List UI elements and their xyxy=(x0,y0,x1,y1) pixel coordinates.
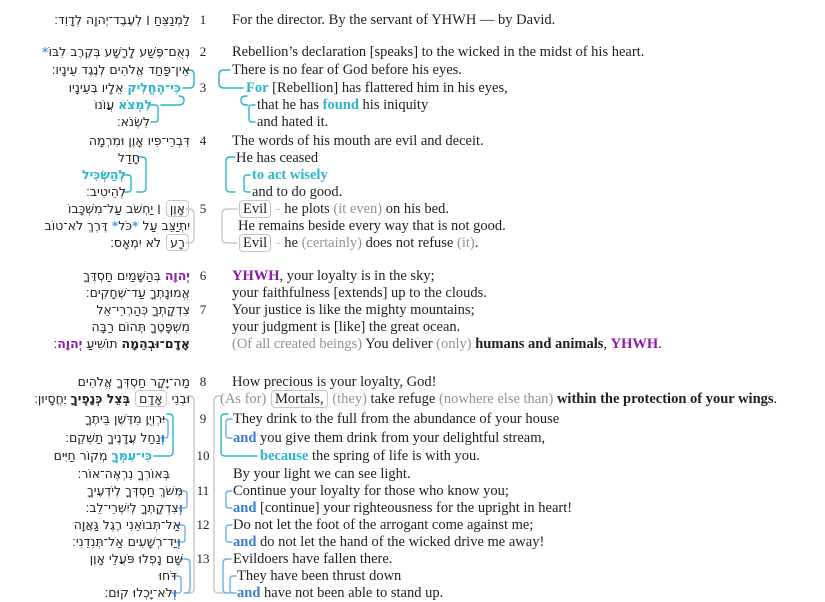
text-run: מִשְׁפָּטֶךָ תְּהוֹם רַבָּה xyxy=(91,319,190,334)
gloss-parenthetical: (it even) xyxy=(333,201,383,217)
text-run: The words of his mouth are evil and deceit. xyxy=(232,133,484,149)
english-line xyxy=(232,374,436,390)
highlight-cyan: לִמְצֹא xyxy=(118,97,152,112)
hebrew-line xyxy=(54,448,152,464)
text-run: he xyxy=(284,235,302,251)
english-line xyxy=(233,534,544,550)
english-line xyxy=(232,44,644,60)
text-run: . xyxy=(474,235,479,251)
text-run: Your justice is like the mighty mountains; xyxy=(232,302,475,318)
english-line xyxy=(233,466,411,482)
emphasis-bold: within the protection of your wings xyxy=(556,391,774,407)
hebrew-line xyxy=(92,319,190,335)
english-line xyxy=(238,201,449,217)
text-run: כֹּל xyxy=(118,218,132,233)
verse-number: 9 xyxy=(199,411,207,426)
bracket-line xyxy=(226,491,232,508)
text-critical-asterisk: * xyxy=(41,44,49,59)
verse-number: 1 xyxy=(199,12,207,27)
gloss-parenthetical: (they) xyxy=(332,391,367,407)
verse-number: 5 xyxy=(199,201,207,216)
hebrew-line xyxy=(117,114,150,130)
english-line xyxy=(233,551,392,567)
emphasis-bold: אָדָם־וּבְהֵמָה xyxy=(121,336,190,351)
text-run: , xyxy=(603,336,611,352)
english-line xyxy=(260,448,480,464)
hebrew-line xyxy=(44,218,190,234)
text-run: You deliver xyxy=(362,336,437,352)
text-run: Do not let the foot of the arrogant come against me; xyxy=(233,517,534,533)
divine-name: יְהוָה xyxy=(57,336,83,351)
text-run: Evildoers have fallen there. xyxy=(233,551,393,567)
text-run: How precious is your loyalty, God! xyxy=(232,374,437,390)
text-run: אֵלָיו בְּעֵינָיו xyxy=(68,80,128,95)
english-line xyxy=(232,62,462,78)
bracket-line xyxy=(151,105,158,122)
text-run xyxy=(130,391,134,406)
verse-number: 3 xyxy=(199,80,207,95)
bracket-line xyxy=(222,209,237,243)
gloss-parenthetical: (certainly) xyxy=(301,235,362,251)
conjunction-blue: וְ xyxy=(172,585,177,600)
hebrew-line xyxy=(34,391,190,407)
hebrew-line xyxy=(78,466,170,482)
text-run: have not been able to stand up. xyxy=(260,585,444,601)
conjunction-blue: and xyxy=(233,500,257,516)
hebrew-line xyxy=(86,184,126,200)
gloss-parenthetical: (As for) xyxy=(220,391,267,407)
verse-number: 2 xyxy=(199,44,207,59)
text-run: אַל־תְּבוֹאֵנִי רֶגֶל גַּאֲוָה xyxy=(73,517,181,532)
text-run: your judgment is [like] the great ocean. xyxy=(232,319,461,335)
text-run: לַמְנַצֵּחַ ׀ לְעֶבֶד־יְהוָה לְדָוִד׃ xyxy=(54,12,190,27)
text-run: אֵין־פַּחַד אֱלֹהִים לְנֶגֶד עֵינָיו׃ xyxy=(51,62,190,77)
text-run: תוֹשִׁיעַ xyxy=(82,336,122,351)
text-run: יַד־רְשָׁעִים אַל־תְּנִדֵנִי׃ xyxy=(72,534,177,549)
text-run: לֹא יִמְאָס׃ xyxy=(110,235,166,250)
text-run: עֲוֹנוֹ xyxy=(94,97,119,112)
boxed-word: Evil xyxy=(239,234,271,252)
text-run: He remains beside every way that is not good. xyxy=(238,218,506,234)
text-run: on his bed. xyxy=(382,201,449,217)
text-run: יֶחֱסָיוּן׃ xyxy=(34,391,71,406)
hebrew-line xyxy=(110,235,190,251)
text-run: that he has xyxy=(257,97,323,113)
text-run: do not let the hand of the wicked drive me away! xyxy=(256,534,545,550)
text-run: חָדַל xyxy=(117,150,140,165)
bracket-line xyxy=(244,175,250,192)
text-run: יִרְוְיֻן מִדֶּשֶׁן בֵּיתֶךָ xyxy=(85,411,165,426)
english-line xyxy=(232,268,435,284)
english-line xyxy=(257,114,328,130)
english-line xyxy=(237,568,401,584)
hebrew-line xyxy=(105,585,177,601)
box-connector-dash: - xyxy=(272,201,285,217)
text-run: נַחַל עֲדָנֶיךָ תַשְׁקֵם׃ xyxy=(65,430,161,445)
hebrew-line xyxy=(118,150,140,166)
hebrew-line xyxy=(96,302,190,318)
highlight-cyan: to act wisely xyxy=(252,167,328,183)
text-run: your faithfulness [extends] up to the clouds. xyxy=(232,285,487,301)
english-line xyxy=(220,391,777,407)
text-critical-asterisk: * xyxy=(132,218,139,233)
text-run: , your loyalty is in the sky; xyxy=(279,268,435,284)
english-line xyxy=(252,184,342,200)
emphasis-bold: humans and animals xyxy=(475,336,604,352)
conjunction-blue: וְ xyxy=(176,534,181,549)
text-run: צִדְקָתְךָ לְיִשְׁרֵי־לֵב׃ xyxy=(85,500,179,515)
verse-number: 11 xyxy=(196,483,210,498)
gloss-parenthetical: (nowhere else than) xyxy=(438,391,554,407)
text-run: דִּבְרֵי־פִיו אָוֶן וּמִרְמָה xyxy=(88,133,190,148)
hebrew-line xyxy=(69,80,181,96)
text-run: and hated it. xyxy=(257,114,329,130)
text-run: They have been thrust down xyxy=(237,568,402,584)
hebrew-line xyxy=(87,483,183,499)
text-run xyxy=(266,391,270,407)
conjunction-blue: and xyxy=(233,430,257,446)
text-run: וּבְנֵי xyxy=(167,391,190,406)
text-run: בְּאוֹרְךָ נִרְאֶה־אוֹר׃ xyxy=(77,466,170,481)
english-line xyxy=(232,336,662,352)
english-line xyxy=(232,285,487,301)
verse-number: 7 xyxy=(199,302,207,317)
highlight-cyan: because xyxy=(260,448,309,464)
english-line xyxy=(233,483,509,499)
english-line xyxy=(232,302,475,318)
hebrew-line xyxy=(85,411,165,427)
bracket-line xyxy=(214,396,224,593)
emphasis-bold: בְּצֵל כְּנָפֶיךָ xyxy=(70,391,131,406)
hebrew-line xyxy=(54,336,191,352)
bracket-line xyxy=(226,419,232,438)
hebrew-line xyxy=(65,430,165,446)
boxed-word: אָדָם xyxy=(135,390,166,407)
verse-number: 13 xyxy=(196,551,210,566)
text-run: מְשֹׁךְ חַסְדְּךָ לְיֹדְעֶיךָ xyxy=(86,483,183,498)
text-run: There is no fear of God before his eyes. xyxy=(232,62,462,78)
hebrew-line xyxy=(159,568,177,584)
bracket-line xyxy=(186,396,194,593)
conjunction-blue: וְ xyxy=(160,430,165,445)
hebrew-line xyxy=(42,44,190,60)
bracket-line xyxy=(161,96,184,105)
text-run: מְקוֹר חַיִּים xyxy=(53,448,112,463)
text-run: does not refuse xyxy=(361,235,457,251)
conjunction-blue: and xyxy=(237,585,261,601)
hebrew-line xyxy=(52,62,190,78)
english-line xyxy=(233,500,572,516)
english-line xyxy=(232,12,555,28)
boxed-word: רָע xyxy=(166,234,189,251)
conjunction-blue: וְ xyxy=(178,500,183,515)
english-line xyxy=(232,133,484,149)
bracket-line xyxy=(230,576,236,593)
hebrew-line xyxy=(82,167,126,183)
boxed-word: Mortals, xyxy=(271,390,328,408)
text-run: Rebellion’s declaration [speaks] to the wicked in the midst of his heart. xyxy=(232,44,645,60)
highlight-cyan: כִּי־הֶחֱלִיק xyxy=(127,80,181,95)
text-run: Continue your loyalty for those who know you; xyxy=(233,483,509,499)
bracket-line xyxy=(223,559,231,593)
bracket-line xyxy=(226,157,235,192)
text-run: . xyxy=(658,336,662,352)
hebrew-line xyxy=(74,517,181,533)
box-connector-dash: - xyxy=(272,235,285,251)
hebrew-line xyxy=(90,551,183,567)
hebrew-line xyxy=(72,534,181,550)
english-line xyxy=(237,585,443,601)
text-run: They drink to the full from the abundance of your house xyxy=(233,411,560,427)
english-line xyxy=(233,430,545,446)
text-run: ׀ יַחְשֹׁב עַל־מִשְׁכָּבוֹ xyxy=(68,201,165,216)
text-run: and to do good. xyxy=(252,184,343,200)
english-line xyxy=(232,319,460,335)
text-run: לְהֵיטִיב׃ xyxy=(86,184,126,199)
hebrew-line xyxy=(86,500,183,516)
hebrew-line xyxy=(78,374,190,390)
text-run: שָׁם נָפְלוּ פֹּעֲלֵי אָוֶן xyxy=(89,551,183,566)
text-run: . xyxy=(773,391,778,407)
english-line xyxy=(257,97,428,113)
verse-number: 10 xyxy=(196,448,210,463)
verse-number: 6 xyxy=(199,268,207,283)
text-run: the spring of life is with you. xyxy=(308,448,480,464)
boxed-word: אָוֶן xyxy=(166,200,189,217)
highlight-cyan: found xyxy=(322,97,359,113)
english-line xyxy=(252,167,328,183)
text-run: ׃ xyxy=(53,336,58,351)
bracket-line xyxy=(241,96,248,105)
english-line xyxy=(238,218,506,234)
english-line xyxy=(236,150,318,166)
verse-number: 12 xyxy=(196,517,210,532)
text-run: צִדְקָתְךָ כְּהַרְרֵי־אֵל xyxy=(96,302,190,317)
verse-number: 4 xyxy=(199,133,207,148)
text-run: דֶּרֶךְ לֹא־טוֹב xyxy=(44,218,112,233)
english-line xyxy=(238,235,478,251)
bracket-line xyxy=(249,105,255,122)
gloss-parenthetical: (only) xyxy=(436,336,472,352)
hebrew-line xyxy=(89,133,190,149)
text-run: [continue] your righteousness for the upright in heart! xyxy=(256,500,573,516)
hebrew-line xyxy=(94,97,152,113)
divine-name: YHWH xyxy=(610,336,659,352)
divine-name: יְהוָה xyxy=(164,268,190,283)
highlight-cyan: לְהַשְׂכִּיל xyxy=(82,167,126,182)
text-run: דֹּחוּ xyxy=(158,568,177,583)
gloss-parenthetical: (Of all created beings) xyxy=(232,336,363,352)
hebrew-line xyxy=(83,268,190,284)
text-run: he plots xyxy=(284,201,334,217)
text-run: take refuge xyxy=(366,391,439,407)
text-run: For the director. By the servant of YHWH — by David. xyxy=(232,12,556,28)
text-run: יִתְיַצֵּב עַל xyxy=(138,218,190,233)
text-run: לִשְׂנֹא׃ xyxy=(116,114,150,129)
boxed-word: Evil xyxy=(239,200,271,218)
text-run: בְּהַשָּׁמַיִם חַסְדֶּךָ xyxy=(83,268,165,283)
text-run: He has ceased xyxy=(236,150,319,166)
bracket-line xyxy=(226,525,232,542)
gloss-parenthetical: (it) xyxy=(457,235,475,251)
text-run: [Rebellion] has flattered him in his eyes, xyxy=(268,80,508,96)
highlight-cyan: כִּי־עִמְּךָ xyxy=(111,448,152,463)
hebrew-line xyxy=(54,12,190,28)
english-line xyxy=(233,411,559,427)
english-line xyxy=(233,517,533,533)
text-run: you give them drink from your delightful stream, xyxy=(256,430,546,446)
verse-number: 8 xyxy=(199,374,207,389)
text-critical-asterisk: * xyxy=(111,218,119,233)
text-run: his iniquity xyxy=(358,97,429,113)
conjunction-blue: and xyxy=(233,534,257,550)
text-run: לֹא־יָכְלוּ קוּם׃ xyxy=(104,585,173,600)
hebrew-line xyxy=(68,201,190,217)
text-run: מַה־יָּקָר חַסְדְּךָ אֱלֹהִים xyxy=(77,374,190,389)
english-line xyxy=(246,80,508,96)
text-run: By your light we can see light. xyxy=(233,466,411,482)
divine-name: YHWH xyxy=(232,268,280,284)
hebrew-line xyxy=(86,285,190,301)
text-run: נְאֻם־פֶּשַׁע לָרָשָׁע בְּקֶרֶב לִבּוֹ xyxy=(48,44,190,59)
text-run: אֱמוּנָתְךָ עַד־שְׁחָקִים׃ xyxy=(85,285,190,300)
highlight-cyan: For xyxy=(246,80,269,96)
